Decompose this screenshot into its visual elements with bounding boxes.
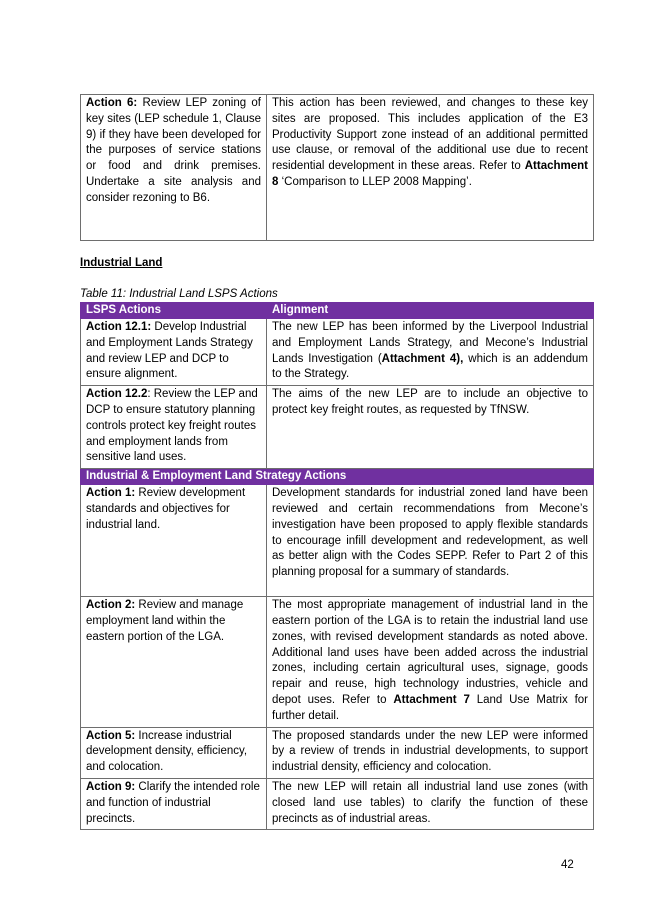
action-label: Action 9: [86, 780, 136, 793]
alignment-text: The proposed standards under the new LEP were informed by a review of trends in industrial developments, to support industrial density, efficiency and colocation. [272, 729, 588, 774]
alignment-text: The most appropriate management of industrial land in the eastern portion of the LGA is to retain the industrial land use zones, with revised development standards as noted above. Additional land uses have been added across the industrial zones, including certain agricultural uses, signage, goods repair and reuse, high technology industries, vehicle and depot uses. Refer to [272, 599, 588, 706]
alignment-text-end: Land Use Matrix for further detail. [272, 693, 588, 722]
action-cell [81, 597, 267, 727]
action-text: : Review the LEP and DCP to ensure statutory planning controls protect key freight routes and employment lands from sensitive land uses. [86, 388, 258, 464]
table-row [81, 727, 594, 778]
attachment-ref: Attachment 7 [393, 693, 470, 706]
section-heading: Industrial Land [80, 257, 163, 269]
table-row [81, 95, 594, 241]
alignment-cell [267, 727, 594, 778]
action-text: Develop Industrial and Employment Lands Strategy and review LEP and DCP to ensure alignment. [86, 321, 253, 381]
alignment-text-end: ‘Comparison to LLEP 2008 Mapping’. [278, 175, 472, 188]
attachment-ref: Attachment 8 [272, 160, 588, 188]
action-cell [81, 778, 267, 829]
action-label: Action 5: [86, 729, 136, 742]
alignment-cell [267, 386, 594, 469]
action-cell [81, 727, 267, 778]
action-text: Clarify the intended role and function of industrial precincts. [86, 780, 260, 825]
alignment-cell [267, 319, 594, 386]
strategy-section-header [81, 469, 594, 485]
action-6-table [80, 94, 594, 241]
action-text: Review and manage employment land within the eastern portion of the LGA. [86, 599, 244, 643]
alignment-text: The aims of the new LEP are to include an objective to protect key freight routes, as requested by TfNSW. [272, 388, 588, 416]
strategy-section-title: Industrial & Employment Land Strategy Actions [81, 469, 594, 485]
action-label: Action 2: [86, 599, 136, 612]
action-label: Action 12.2 [86, 388, 148, 401]
header-alignment: Alignment [267, 303, 594, 319]
alignment-cell [267, 778, 594, 829]
action-label: Action 12.1: [86, 321, 152, 333]
action-text: Review development standards and objectives for industrial land. [86, 487, 246, 531]
alignment-text: Development standards for industrial zoned land have been reviewed and certain recommendations from Mecone’s investigation have been proposed to apply flexible standards to encourage infill development and redevelopment, as well as better align with the Codes SEPP. Refer to Part 2 of this planning proposal for a summary of standards. [272, 487, 588, 579]
table-caption: Table 11: Industrial Land LSPS Actions [80, 288, 278, 300]
action-text: Review LEP zoning of key sites (LEP schedule 1, Clause 9) if they have been developed for the purposes of service stations or food and drink premises. Undertake a site analysis and consider rezoning to B6. [86, 97, 261, 204]
action-cell [81, 386, 267, 469]
strategy-rows [81, 485, 594, 830]
header-lsps-actions: LSPS Actions [81, 303, 267, 319]
alignment-text-end: which is an addendum to the Strategy. [272, 352, 588, 381]
lsps-rows [81, 319, 594, 469]
table-row [81, 485, 594, 597]
alignment-cell [267, 597, 594, 727]
action-cell [81, 95, 267, 241]
page-number: 42 [561, 859, 574, 871]
table-row [81, 386, 594, 469]
table-row [81, 597, 594, 727]
action-cell [81, 319, 267, 386]
table-row [81, 319, 594, 386]
action-text: Increase industrial development density, efficiency, and colocation. [86, 729, 248, 774]
alignment-cell [267, 485, 594, 597]
alignment-cell [267, 95, 594, 241]
attachment-ref: Attachment 4), [381, 352, 464, 365]
alignment-text: The new LEP has been informed by the Liverpool Industrial and Employment Lands Strategy, and Mecone’s Industrial Lands Investigation ( [272, 321, 588, 365]
alignment-text: The new LEP will retain all industrial land use zones (with closed land use tables) to clarify the function of these precincts as of industrial areas. [272, 780, 588, 825]
alignment-text: This action has been reviewed, and changes to these key sites are proposed. This includes application of the E3 Productivity Support zone instead of an additional permitted use clause, or removal of the additional use due to recent residential development in these areas. Refer to [272, 97, 588, 173]
action-label: Action 1: [86, 487, 136, 500]
table-header [81, 303, 594, 319]
action-cell [81, 485, 267, 597]
action-label: Action 6: [86, 97, 138, 109]
table-row [81, 778, 594, 829]
lsps-actions-table [80, 302, 594, 830]
